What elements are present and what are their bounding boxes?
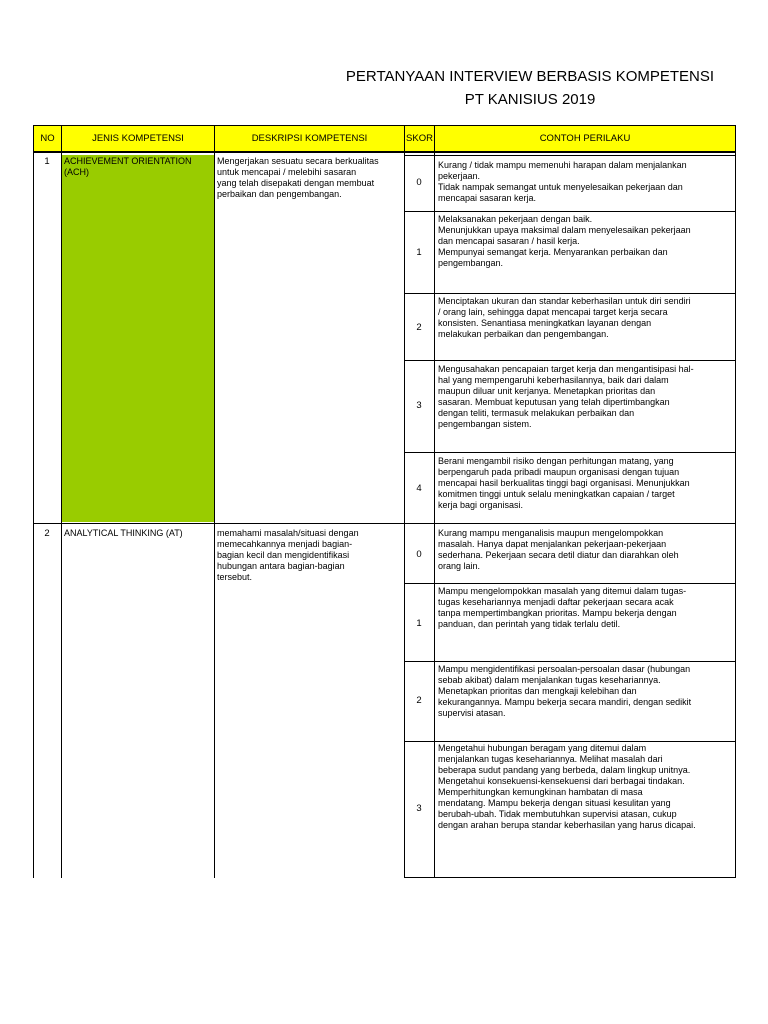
document-subtitle: PT KANISIUS 2019	[464, 91, 596, 108]
header-no: NO	[33, 125, 62, 152]
behavior-example: Mampu mengelompokkan masalah yang ditemui dalam tugas- tugas kesehariannya menjadi daftar pekerjaan secara acak tanpa mempertimbangkan prioritas. Mampu bekerja dengan panduan, dan perintah yang tidak terlalu detil.	[438, 586, 687, 629]
competency-description: memahami masalah/situasi dengan memecahkannya menjadi bagian- bagian kecil dan mengidentifikasi hubungan antara bagian-bagian tersebut.	[217, 528, 359, 582]
behavior-example: Melaksanakan pekerjaan dengan baik. Menunjukkan upaya maksimal dalam menyelesaikan pekerjaan dan mencapai sasaran / hasil kerja. Mempunyai semangat kerja. Menyarankan perbaikan dan pengembangan.	[438, 214, 691, 268]
score-value: 3	[416, 803, 422, 814]
score-value: 4	[416, 483, 422, 494]
behavior-example: Kurang mampu menganalisis maupun mengelompokkan masalah. Hanya dapat menjalankan pekerjaan-pekerjaan sederhana. Pekerjaan secara detil diatur dan diarahkan oleh orang lain.	[438, 528, 679, 571]
behavior-example: Menciptakan ukuran dan standar keberhasilan untuk diri sendiri / orang lain, sehingga dapat mencapai target kerja secara konsisten. Senantiasa meningkatkan layanan dengan melakukan perbaikan dan pengembangan.	[438, 296, 691, 339]
document-title: PERTANYAAN INTERVIEW BERBASIS KOMPETENSI	[345, 68, 715, 85]
header-contoh-perilaku: CONTOH PERILAKU	[434, 125, 736, 152]
competency-name: ANALYTICAL THINKING (AT)	[64, 528, 183, 538]
row-number: 2	[44, 528, 50, 539]
behavior-example: Mampu mengidentifikasi persoalan-persoalan dasar (hubungan sebab akibat) dalam menjalankan tugas kesehariannya. Menetapkan prioritas dan mengkaji kelebihan dan kekurangannya. Mampu bekerja secara mandiri, dengan sedikit supervisi atasan.	[438, 664, 692, 718]
competency-highlight	[62, 155, 214, 522]
score-value: 1	[416, 618, 422, 629]
behavior-example: Kurang / tidak mampu memenuhi harapan dalam menjalankan pekerjaan. Tidak nampak semangat untuk menyelesaikan pekerjaan dan mencapai sasaran kerja.	[438, 160, 687, 203]
header-deskripsi-kompetensi: DESKRIPSI KOMPETENSI	[214, 125, 405, 152]
competency-description: Mengerjakan sesuatu secara berkualitas untuk mencapai / melebihi sasaran yang telah disepakati dengan membuat perbaikan dan pengembangan.	[217, 156, 379, 199]
score-value: 2	[416, 695, 422, 706]
behavior-example: Mengusahakan pencapaian target kerja dan mengantisipasi hal- hal yang mempengaruhi keberhasilannya, baik dari dalam maupun diluar unit kerjanya. Menetapkan prioritas dan sasaran. Membuat keputusan yang telah dipertimbangkan dengan teliti, termasuk melakukan perbaikan dan pengembangan sistem.	[438, 364, 694, 429]
competency-name: ACHIEVEMENT ORIENTATION (ACH)	[64, 156, 192, 177]
score-value: 1	[416, 247, 422, 258]
behavior-example: Berani mengambil risiko dengan perhitungan matang, yang berpengaruh pada pribadi maupun organisasi dengan tujuan mencapai hasil berkualitas tinggi bagi organisasi. Menunjukkan komitmen tinggi untuk selalu meningkatkan capaian / target kerja bagi organisasi.	[438, 456, 690, 510]
header-skor: SKOR	[404, 125, 435, 152]
score-value: 0	[416, 177, 422, 188]
score-value: 3	[416, 400, 422, 411]
score-value: 0	[416, 549, 422, 560]
row-number: 1	[44, 156, 50, 167]
behavior-example: Mengetahui hubungan beragam yang ditemui dalam menjalankan tugas kesehariannya. Melihat masalah dari beberapa sudut pandang yang berbeda, dalam lingkup unitnya. Mengetahui konsekuensi-kensekuensi dari berbagai tindakan. Memperhitungkan kemungkinan hambatan di masa mendatang. Mampu bekerja dengan situasi kesulitan yang berubah-ubah. Tidak membutuhkan supervisi atasan, cukup dengan arahan berupa standar keberhasilan yang harus dicapai.	[438, 743, 696, 830]
header-jenis-kompetensi: JENIS KOMPETENSI	[61, 125, 215, 152]
score-value: 2	[416, 322, 422, 333]
